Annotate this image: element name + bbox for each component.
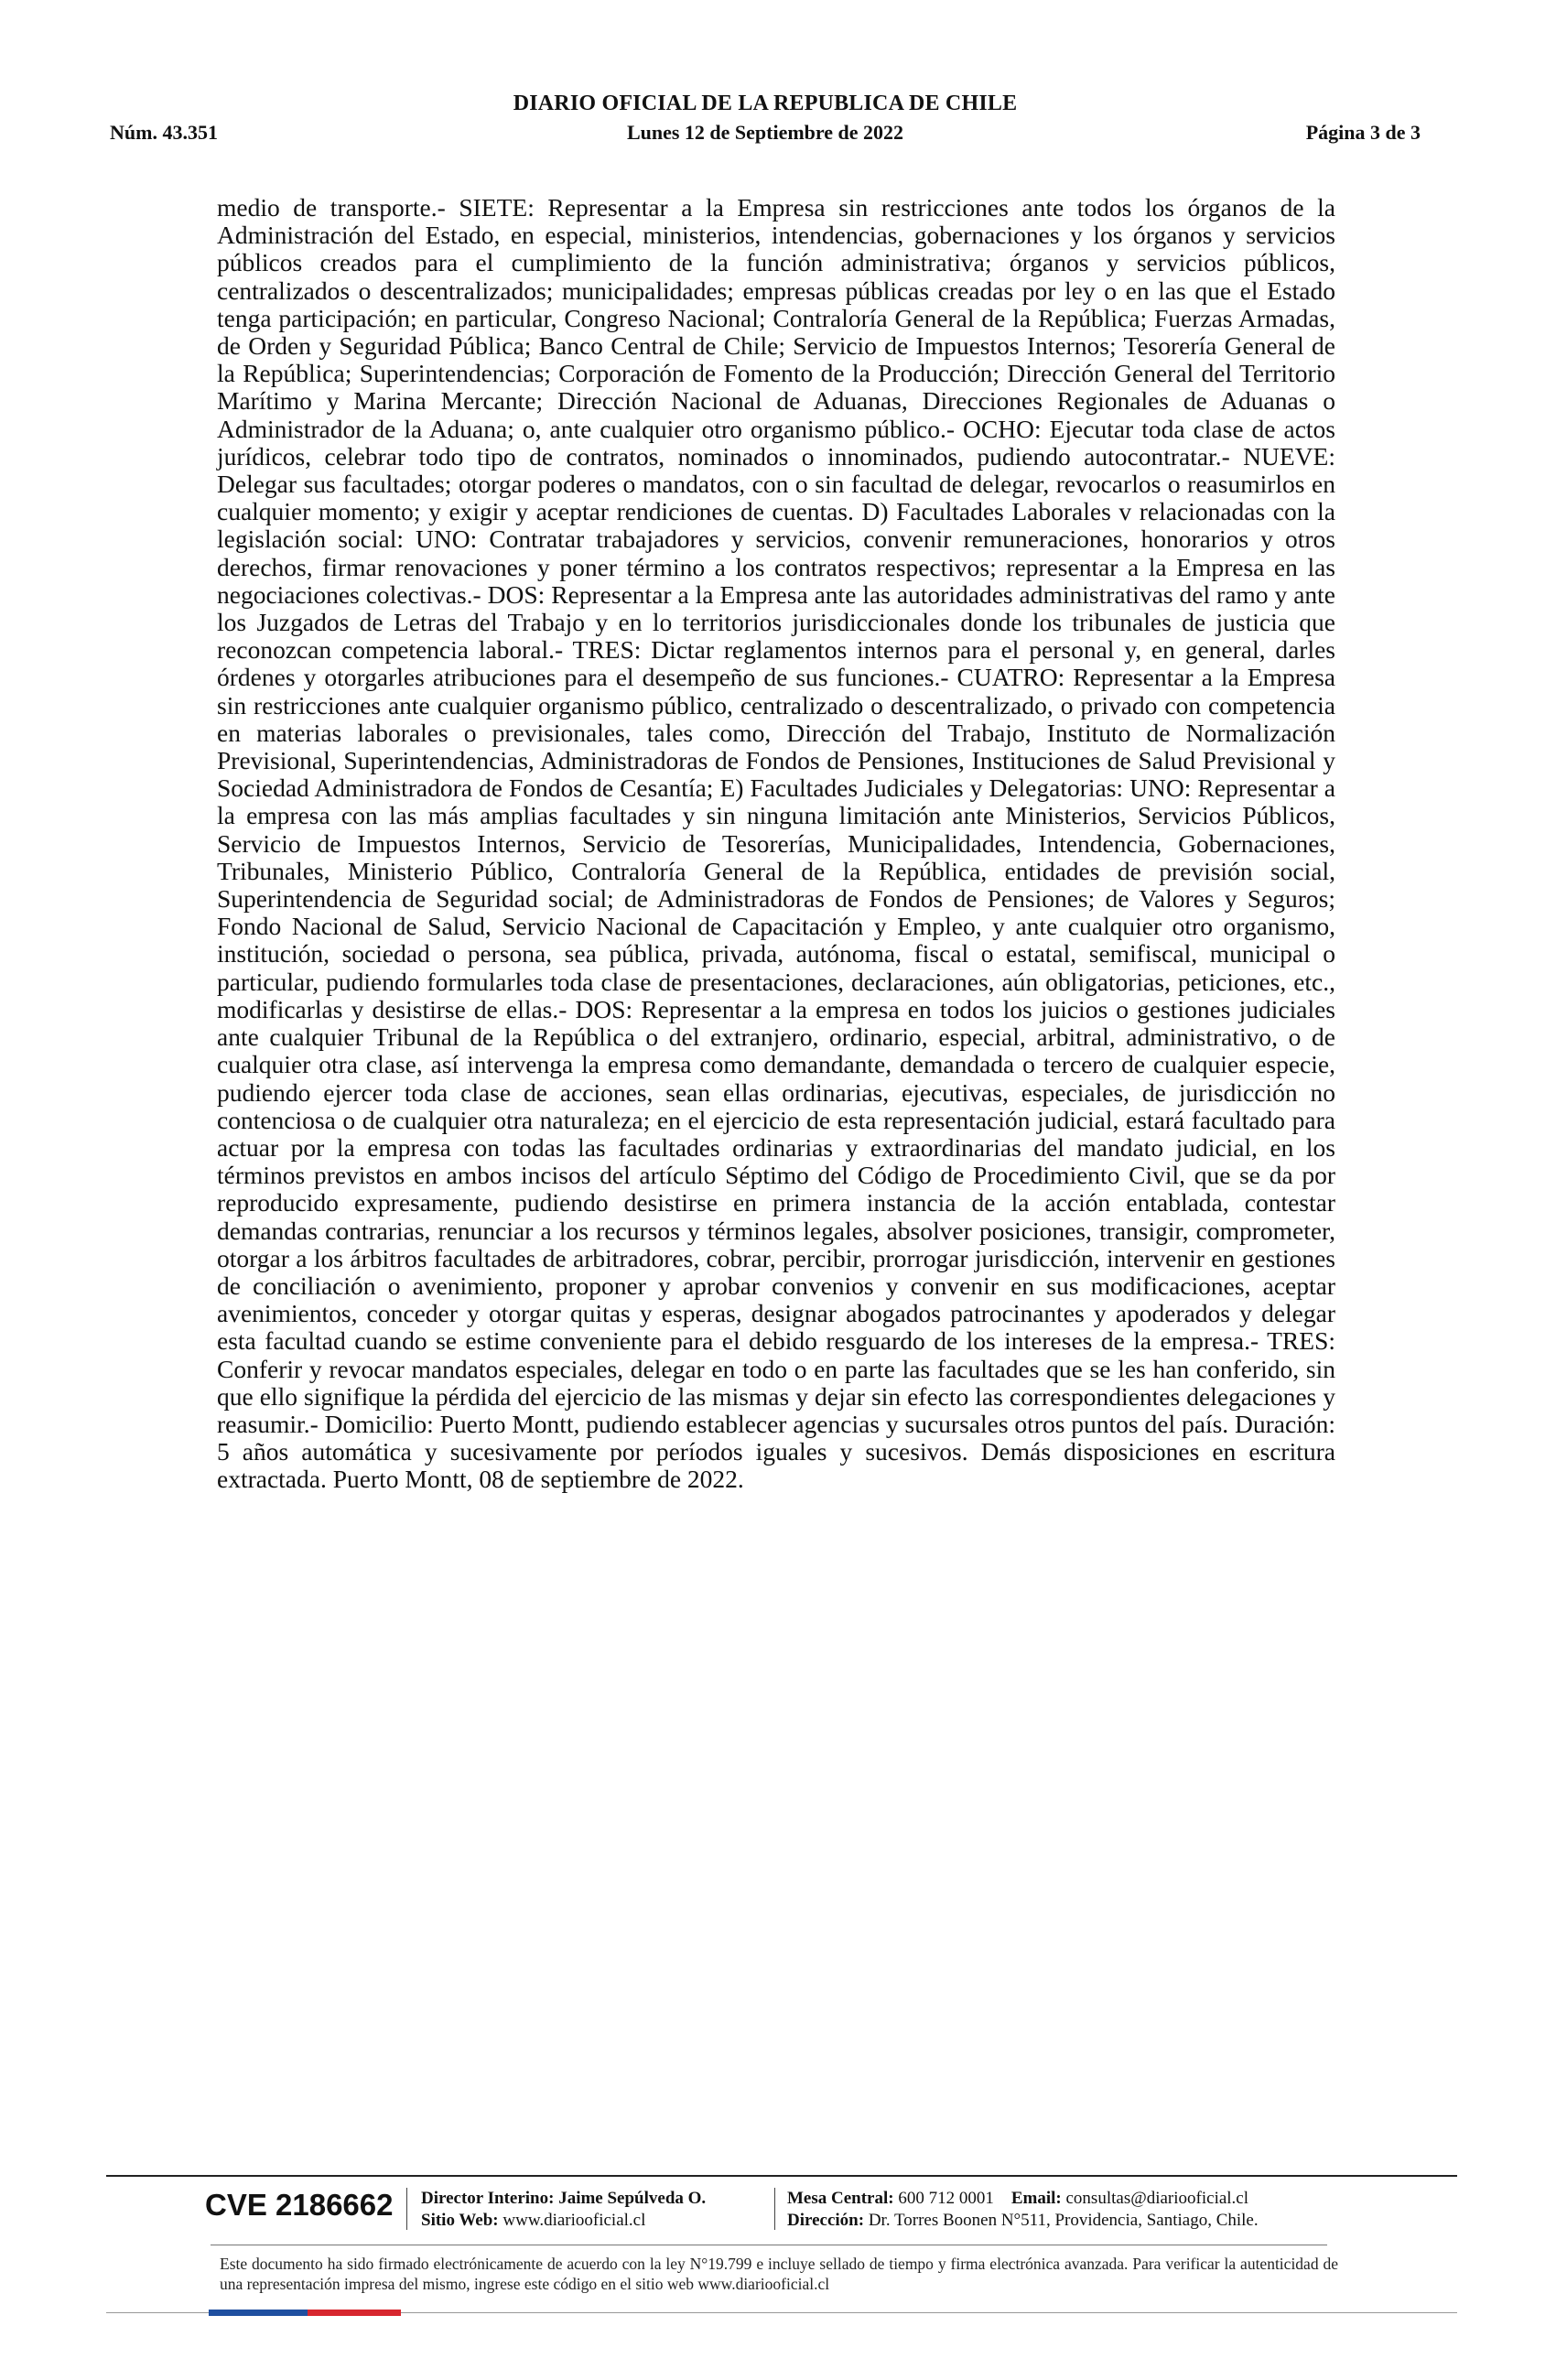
phone-label: Mesa Central: [787, 2189, 894, 2208]
page-header [110, 92, 1421, 156]
signature-disclaimer: Este documento ha sido firmado electrónicamente de acuerdo con la ley N°19.799 e incluye sellado de tiempo y firma electrónica avanzada. Para verificar la autenticidad de una representación impresa del mismo, ingrese este código en el sitio web www.diariooficial.cl [220, 2255, 1338, 2293]
footer-info [106, 2182, 1457, 2237]
address-label: Dirección: [787, 2211, 865, 2230]
director-label: Director Interino: Jaime Sepúlveda O. [421, 2189, 707, 2208]
website-link[interactable]: www.diariooficial.cl [502, 2211, 646, 2230]
email-label: Email: [1010, 2189, 1062, 2208]
cve-code: CVE 2186662 [205, 2188, 394, 2222]
flag-color-bar [209, 2310, 401, 2316]
footer-separator [406, 2188, 407, 2230]
newspaper-title: DIARIO OFICIAL DE LA REPUBLICA DE CHILE [513, 92, 1018, 115]
page-number: Página 3 de 3 [1305, 121, 1421, 144]
document-body: medio de transporte.- SIETE: Representar a la Empresa sin restricciones ante todos los órganos de la Administración del Estado, en especial, ministerios, intendencias, gobernaciones y los órganos y servicios públicos creados para el cumplimiento de la función administrativa; órganos y servicios públicos, centralizados o descentralizados; municipalidades; empresas públicas creadas por ley o en las que el Estado tenga participación; en particular, Congreso Nacional; Contraloría General de la República; Fuerzas Armadas, de Orden y Seguridad Pública; Banco Central de Chile; Servicio de Impuestos Internos; Tesorería General de la República; Superintendencias; Corporación de Fomento de la Producción; Dirección General del Territorio Marítimo y Marina Mercante; Dirección Nacional de Aduanas, Direcciones Regionales de Aduanas o Administrador de la Aduana; o, ante cualquier otro organismo público.- OCHO: Ejecutar toda clase de actos jurídicos, celebrar todo tipo de contratos, nominados o innominados, pudiendo autocontratar.- NUEVE: Delegar sus facultades; otorgar poderes o mandatos, con o sin facultad de delegar, revocarlos o reasumirlos en cualquier momento; y exigir y aceptar rendiciones de cuentas. D) Facultades Laborales v relacionadas con la legislación social: UNO: Contratar trabajadores y servicios, convenir remuneraciones, honorarios y otros derechos, firmar renovaciones y poner término a los contratos respectivos; representar a la Empresa en las negociaciones colectivas.- DOS: Representar a la Empresa ante las autoridades administrativas del ramo y ante los Juzgados de Letras del Trabajo y en lo territorios jurisdiccionales donde los tribunales de justicia que reconozcan competencia laboral.- TRES: Dictar reglamentos internos para el personal y, en general, darles órdenes y otorgarles atribuciones para el desempeño de sus funciones.- CUATRO: Representar a la Empresa sin restricciones ante cualquier organismo público, centralizado o descentralizado, o privado con competencia en materias laborales o previsionales, tales como, Dirección del Trabajo, Instituto de Normalización Previsional, Superintendencias, Administradoras de Fondos de Pensiones, Instituciones de Salud Previsional y Sociedad Administradora de Fondos de Cesantía; E) Facultades Judiciales y Delegatorias: UNO: Representar a la empresa con las más amplias facultades y sin ninguna limitación ante Ministerios, Servicios Públicos, Servicio de Impuestos Internos, Servicio de Tesorerías, Municipalidades, Intendencia, Gobernaciones, Tribunales, Ministerio Público, Contraloría General de la República, entidades de previsión social, Superintendencia de Seguridad social; de Administradoras de Fondos de Pensiones; de Valores y Seguros; Fondo Nacional de Salud, Servicio Nacional de Capacitación y Empleo, y ante cualquier otro organismo, institución, sociedad o persona, sea pública, privada, autónoma, fiscal o estatal, semifiscal, municipal o particular, pudiendo formularles toda clase de presentaciones, declaraciones, aún obligatorias, peticiones, etc., modificarlas y desistirse de ellas.- DOS: Representar a la empresa en todos los juicios o gestiones judiciales ante cualquier Tribunal de la República o del extranjero, ordinario, especial, arbitral, administrativo, o de cualquier otra clase, así intervenga la empresa como demandante, demandada o tercero de cualquier especie, pudiendo ejercer toda clase de acciones, sean ellas ordinarias, ejecutivas, especiales, de jurisdicción no contenciosa o de cualquier otra naturaleza; en el ejercicio de esta representación judicial, estará facultado para actuar por la empresa con todas las facultades ordinarias y extraordinarias del mandato judicial, en los términos previstos en ambos incisos del artículo Séptimo del Código de Procedimiento Civil, que se da por reproducido expresamente, pudiendo desistirse en primera instancia de la acción entablada, contestar demandas contrarias, renunciar a los recursos y términos legales, absolver posiciones, transigir, comprometer, otorgar a los árbitros facultades de arbitradores, cobrar, percibir, prorrogar jurisdicción, intervenir en gestiones de conciliación o avenimiento, proponer y aprobar convenios y convenir en sus modificaciones, aceptar avenimientos, conceder y otorgar quitas y esperas, designar abogados patrocinantes y apoderados y delegar esta facultad cuando se estime conveniente para el debido resguardo de los intereses de la empresa.- TRES: Conferir y revocar mandatos especiales, delegar en todo o en parte las facultades que se les han conferido, sin que ello signifique la pérdida del ejercicio de las mismas y dejar sin efecto las correspondientes delegaciones y reasumir.- Domicilio: Puerto Montt, pudiendo establecer agencias y sucursales otros puntos del país. Duración: 5 años automática y sucesivamente por períodos iguales y sucesivos. Demás disposiciones en escritura extractada. Puerto Montt, 08 de septiembre de 2022. [217, 193, 1335, 1494]
issue-date: Lunes 12 de Septiembre de 2022 [626, 121, 904, 144]
issue-number: Núm. 43.351 [110, 121, 218, 144]
address-value: Dr. Torres Boonen N°511, Providencia, Santiago, Chile. [868, 2211, 1259, 2230]
flag-red-segment [308, 2310, 401, 2316]
footer-divider-top [106, 2175, 1457, 2177]
phone-value: 600 712 0001 [898, 2189, 994, 2208]
footer-separator [774, 2188, 775, 2230]
website-label: Sitio Web: [421, 2211, 499, 2230]
director-block [421, 2188, 706, 2232]
flag-blue-segment [209, 2310, 308, 2316]
email-link[interactable]: consultas@diariooficial.cl [1065, 2189, 1249, 2208]
contact-block [787, 2188, 1259, 2232]
